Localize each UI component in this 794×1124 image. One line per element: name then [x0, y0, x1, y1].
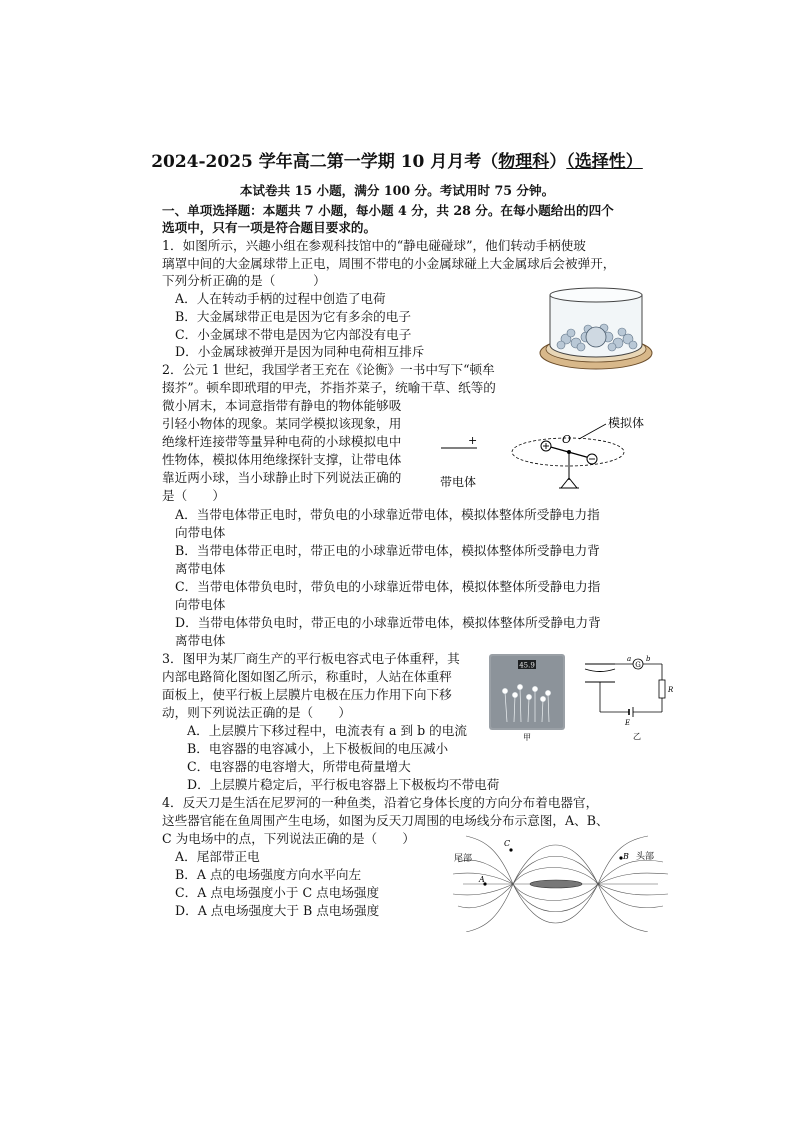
q1-option-b: B．大金属球带正电是因为它有多余的电子: [175, 309, 411, 324]
point-c-label: C: [504, 839, 511, 848]
q2-option-c-2: 向带电体: [175, 597, 226, 612]
q4-line3: C 为电场中的点，下列说法正确的是（ ）: [162, 831, 415, 846]
q1-line3: 下列分析正确的是（ ）: [162, 273, 326, 288]
point-b-label: B: [623, 852, 629, 861]
charged-body-label: 带电体: [440, 475, 477, 489]
head-label: 头部: [636, 852, 655, 862]
battery-label: E: [625, 719, 631, 727]
title-main: 2024-2025 学年高二第一学期 10 月月考（: [151, 152, 499, 172]
q3-line1: 3．图甲为某厂商生产的平行板电容式电子体重秤，其: [162, 651, 460, 666]
galvanometer-label: G: [635, 661, 641, 669]
q2-option-d-1: D．当带电体带负电时，带正电的小球靠近带电体，模拟体整体所受静电力背: [175, 615, 601, 630]
q4-line2: 这些器官能在鱼周围产生电场，如图为反天刀周围的电场线分布示意图，A、B、: [162, 813, 609, 828]
exam-subtitle: 本试卷共 15 小题，满分 100 分。考试用时 75 分钟。: [239, 183, 555, 198]
q4-option-b: B．A 点的电场强度方向水平向左: [175, 867, 362, 882]
q3-option-a: A．上层膜片下移过程中，电流表有 a 到 b 的电流: [187, 723, 467, 738]
title-type: （选择性）: [566, 152, 643, 172]
model-body-figure: [434, 410, 664, 495]
q3-line3: 面板上，使平行板上层膜片电极在压力作用下向下移: [162, 687, 452, 702]
q2-line8: 是（ ）: [162, 488, 225, 503]
point-a-label: A: [479, 875, 485, 884]
q2-line2: 掇芥”。顿牟即玳瑁的甲壳，芥指芥菜子，统喻干草、纸等的: [162, 380, 496, 395]
q2-option-a-2: 向带电体: [175, 525, 226, 540]
title-subject: 物理科: [498, 152, 550, 172]
q2-line1: 2．公元 1 世纪，我国学者王充在《论衡》一书中写下“顿牟: [162, 362, 495, 377]
point-a-label: a: [627, 655, 632, 663]
q2-line6: 性物体，模拟体用绝缘探针支撑，让带电体: [162, 452, 402, 467]
q2-line5: 绝缘杆连接带等量异种电荷的小球模拟电中: [162, 434, 402, 449]
q3-option-b: B．电容器的电容减小，上下极板间的电压减小: [187, 741, 449, 756]
q1-line1: 1．如图所示，兴趣小组在参观科技馆中的“静电碰碰球”，他们转动手柄使玻: [162, 238, 586, 253]
scale-photo: [487, 652, 567, 742]
q2-line7: 靠近两小球，当小球静止时下列说法正确的: [162, 470, 402, 485]
q1-option-c: C．小金属球不带电是因为它内部没有电子: [175, 327, 412, 342]
q4-line1: 4．反天刀是生活在尼罗河的一种鱼类，沿着它身体长度的方向分布着电器官，: [162, 795, 599, 810]
q2-line4: 引轻小物体的现象。某同学模拟该现象，用: [162, 416, 402, 431]
pivot-o-label: O: [562, 433, 572, 446]
q3-line4: 动，则下列说法正确的是（ ）: [162, 705, 351, 720]
q2-option-b-1: B．当带电体带正电时，带正电的小球靠近带电体，模拟体整体所受静电力背: [175, 543, 600, 558]
resistor-label: R: [668, 686, 674, 694]
exam-title: [0, 147, 794, 172]
circuit-diagram: [575, 650, 685, 740]
q4-option-d: D．A 点电场强度大于 B 点电场强度: [175, 903, 380, 918]
label-jia: 甲: [523, 733, 531, 742]
q3-option-c: C．电容器的电容增大，所带电荷量增大: [187, 759, 411, 774]
q4-option-c: C．A 点电场强度小于 C 点电场强度: [175, 885, 380, 900]
charged-body-plus: +: [468, 434, 478, 447]
section1-line1: 一、单项选择题：本题共 7 小题，每小题 4 分，共 28 分。在每小题给出的四个: [162, 203, 614, 218]
model-body-label: 模拟体: [608, 416, 645, 430]
q1-line2: 璃罩中间的大金属球带上正电，周围不带电的小金属球碰上大金属球后会被弹开，: [162, 256, 616, 271]
q2-option-b-2: 离带电体: [175, 561, 226, 576]
scale-display: 45.9: [519, 661, 535, 670]
q4-option-a: A．尾部带正电: [175, 849, 260, 864]
point-b-label: b: [646, 655, 651, 663]
label-yi: 乙: [633, 732, 641, 740]
q2-option-c-1: C．当带电体带负电时，带负电的小球靠近带电体，模拟体整体所受静电力指: [175, 579, 601, 594]
electric-field-figure: [448, 832, 673, 932]
q1-option-a: A．人在转动手柄的过程中创造了电荷: [175, 291, 386, 306]
title-mid: ）: [549, 152, 567, 172]
q2-option-d-2: 离带电体: [175, 633, 226, 648]
bumper-ball-figure: [536, 287, 656, 377]
tail-label: 尾部: [454, 854, 473, 864]
q3-line2: 内部电路简化图如图乙所示，称重时，人站在体重秤: [162, 669, 452, 684]
q2-line3: 微小屑末，本词意指带有静电的物体能够吸: [162, 398, 402, 413]
q1-option-d: D．小金属球被弹开是因为同种电荷相互排斥: [175, 344, 425, 359]
q3-option-d: D．上层膜片稳定后，平行板电容器上下极板均不带电荷: [187, 777, 500, 792]
section1-line2: 选项中，只有一项是符合题目要求的。: [162, 220, 377, 235]
q2-option-a-1: A．当带电体带正电时，带负电的小球靠近带电体，模拟体整体所受静电力指: [175, 507, 600, 522]
